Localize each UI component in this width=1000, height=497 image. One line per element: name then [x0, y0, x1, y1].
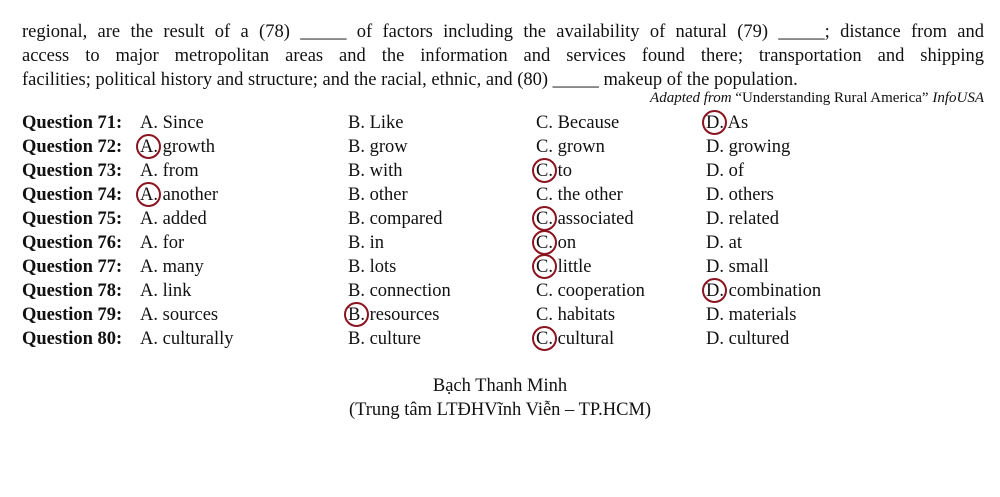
- answer-option: [536, 159, 572, 183]
- option-letter: D.: [706, 329, 724, 349]
- question-row: [22, 207, 982, 231]
- question-row: [22, 303, 982, 327]
- option-text: Like: [369, 113, 404, 133]
- passage-line-2: access to major metropolitan areas and the information and services found there; transportation and shipping: [22, 46, 984, 66]
- circled-answer-letter: D.: [706, 281, 724, 301]
- option-letter: B.: [348, 185, 365, 205]
- option-text: compared: [369, 209, 443, 229]
- answer-option: [536, 135, 605, 159]
- question-row: [22, 135, 982, 159]
- option-text: many: [162, 257, 204, 277]
- answer-option: [536, 303, 615, 327]
- question-row: [22, 231, 982, 255]
- option-text: from: [162, 161, 199, 181]
- answer-option: [706, 231, 742, 255]
- option-letter: B.: [348, 329, 365, 349]
- option-text: culturally: [162, 329, 234, 349]
- option-letter: A.: [140, 329, 158, 349]
- option-text: culture: [369, 329, 421, 349]
- answer-option: [536, 327, 614, 351]
- option-letter: B.: [348, 281, 365, 301]
- option-letter: B.: [348, 257, 365, 277]
- answer-option: [706, 279, 821, 303]
- author-name: Bạch Thanh Minh: [432, 376, 568, 396]
- question-label: Question 77:: [22, 257, 123, 277]
- answer-option: [706, 183, 774, 207]
- option-text: Since: [162, 113, 204, 133]
- question-label: Question 71:: [22, 113, 123, 133]
- option-letter: D.: [706, 209, 724, 229]
- circled-answer-letter: A.: [140, 185, 158, 205]
- circled-answer-letter: C.: [536, 161, 553, 181]
- option-letter: D.: [706, 233, 724, 253]
- option-letter: D.: [706, 257, 724, 277]
- answer-option: [536, 255, 592, 279]
- answer-option: [536, 207, 634, 231]
- option-letter: A.: [140, 281, 158, 301]
- option-letter: C.: [536, 137, 553, 157]
- answer-option: [348, 159, 402, 183]
- answer-option: [348, 303, 439, 327]
- option-text: added: [162, 209, 207, 229]
- question-label: Question 73:: [22, 161, 123, 181]
- question-row: [22, 279, 982, 303]
- answer-option: [140, 231, 184, 255]
- option-letter: D.: [706, 137, 724, 157]
- option-text: grow: [369, 137, 408, 157]
- answer-option: [140, 303, 218, 327]
- question-label: Question 80:: [22, 329, 123, 349]
- option-text: the other: [557, 185, 623, 205]
- passage-line-3: facilities; political history and structure; and the racial, ethnic, and (80) _____ makeup of the population.: [22, 70, 798, 90]
- option-letter: A.: [140, 161, 158, 181]
- answer-option: [140, 111, 204, 135]
- source-citation: [650, 90, 984, 107]
- option-letter: C.: [536, 305, 553, 325]
- question-list: [22, 111, 982, 351]
- option-letter: B.: [348, 137, 365, 157]
- option-letter: A.: [140, 305, 158, 325]
- circled-answer-letter: D.: [706, 113, 724, 133]
- option-letter: B.: [348, 113, 365, 133]
- answer-option: [536, 111, 619, 135]
- circled-answer-letter: C.: [536, 233, 553, 253]
- answer-option: [348, 207, 443, 231]
- option-text: combination: [728, 281, 822, 301]
- option-text: with: [369, 161, 403, 181]
- option-text: related: [728, 209, 779, 229]
- option-letter: A.: [140, 257, 158, 277]
- circled-answer-letter: A.: [140, 137, 158, 157]
- source-publisher: InfoUSA: [932, 90, 984, 106]
- option-letter: D.: [706, 161, 724, 181]
- answer-option: [706, 303, 796, 327]
- answer-option: [140, 183, 218, 207]
- answer-option: [706, 135, 790, 159]
- option-text: other: [369, 185, 408, 205]
- option-letter: A.: [140, 233, 158, 253]
- option-text: cultural: [557, 329, 615, 349]
- source-title: “Understanding Rural America”: [735, 90, 929, 106]
- option-text: cooperation: [557, 281, 645, 301]
- option-text: in: [369, 233, 384, 253]
- answer-option: [706, 255, 769, 279]
- option-letter: C.: [536, 281, 553, 301]
- answer-option: [706, 111, 748, 135]
- option-text: habitats: [557, 305, 616, 325]
- option-text: link: [162, 281, 192, 301]
- answer-option: [706, 207, 779, 231]
- question-label: Question 75:: [22, 209, 123, 229]
- option-letter: D.: [706, 305, 724, 325]
- option-letter: C.: [536, 113, 553, 133]
- author-block: [0, 374, 1000, 422]
- question-row: [22, 327, 982, 351]
- answer-option: [348, 111, 404, 135]
- question-label: Question 78:: [22, 281, 123, 301]
- option-text: cultured: [728, 329, 790, 349]
- option-text: grown: [557, 137, 605, 157]
- source-prefix: Adapted from: [650, 90, 732, 106]
- answer-option: [536, 279, 645, 303]
- option-text: growth: [162, 137, 216, 157]
- option-text: growing: [728, 137, 791, 157]
- option-text: associated: [557, 209, 634, 229]
- option-text: for: [162, 233, 185, 253]
- question-row: [22, 255, 982, 279]
- question-row: [22, 183, 982, 207]
- option-letter: A.: [140, 113, 158, 133]
- question-label: Question 76:: [22, 233, 123, 253]
- option-text: lots: [369, 257, 397, 277]
- option-text: materials: [728, 305, 797, 325]
- answer-option: [348, 327, 421, 351]
- answer-option: [536, 183, 623, 207]
- answer-option: [348, 135, 408, 159]
- option-text: sources: [162, 305, 219, 325]
- circled-answer-letter: C.: [536, 329, 553, 349]
- option-text: of: [728, 161, 745, 181]
- option-letter: A.: [140, 209, 158, 229]
- option-letter: B.: [348, 161, 365, 181]
- question-label: Question 74:: [22, 185, 123, 205]
- answer-option: [140, 327, 234, 351]
- author-affiliation: (Trung tâm LTĐHVĩnh Viễn – TP.HCM): [348, 400, 652, 420]
- circled-answer-letter: B.: [348, 305, 365, 325]
- option-text: little: [557, 257, 592, 277]
- option-text: As: [727, 113, 749, 133]
- option-text: on: [557, 233, 577, 253]
- answer-option: [140, 159, 199, 183]
- passage-line-1: regional, are the result of a (78) _____ of factors including the availability of natural (79) _____; distance from and: [22, 22, 984, 42]
- option-text: others: [728, 185, 774, 205]
- option-text: small: [728, 257, 769, 277]
- question-row: [22, 111, 982, 135]
- answer-option: [140, 135, 215, 159]
- circled-answer-letter: C.: [536, 209, 553, 229]
- option-text: to: [557, 161, 572, 181]
- question-row: [22, 159, 982, 183]
- answer-option: [140, 279, 191, 303]
- circled-answer-letter: C.: [536, 257, 553, 277]
- answer-option: [348, 183, 408, 207]
- answer-option: [706, 159, 744, 183]
- option-text: another: [162, 185, 219, 205]
- answer-option: [348, 279, 451, 303]
- option-text: connection: [369, 281, 451, 301]
- answer-option: [706, 327, 789, 351]
- option-text: at: [728, 233, 742, 253]
- passage: [22, 20, 984, 92]
- answer-option: [140, 207, 207, 231]
- option-letter: C.: [536, 185, 553, 205]
- question-label: Question 79:: [22, 305, 123, 325]
- option-text: resources: [369, 305, 440, 325]
- answer-option: [348, 255, 396, 279]
- answer-option: [140, 255, 204, 279]
- option-text: Because: [557, 113, 620, 133]
- answer-option: [348, 231, 384, 255]
- question-label: Question 72:: [22, 137, 123, 157]
- option-letter: B.: [348, 233, 365, 253]
- option-letter: D.: [706, 185, 724, 205]
- answer-option: [536, 231, 576, 255]
- option-letter: B.: [348, 209, 365, 229]
